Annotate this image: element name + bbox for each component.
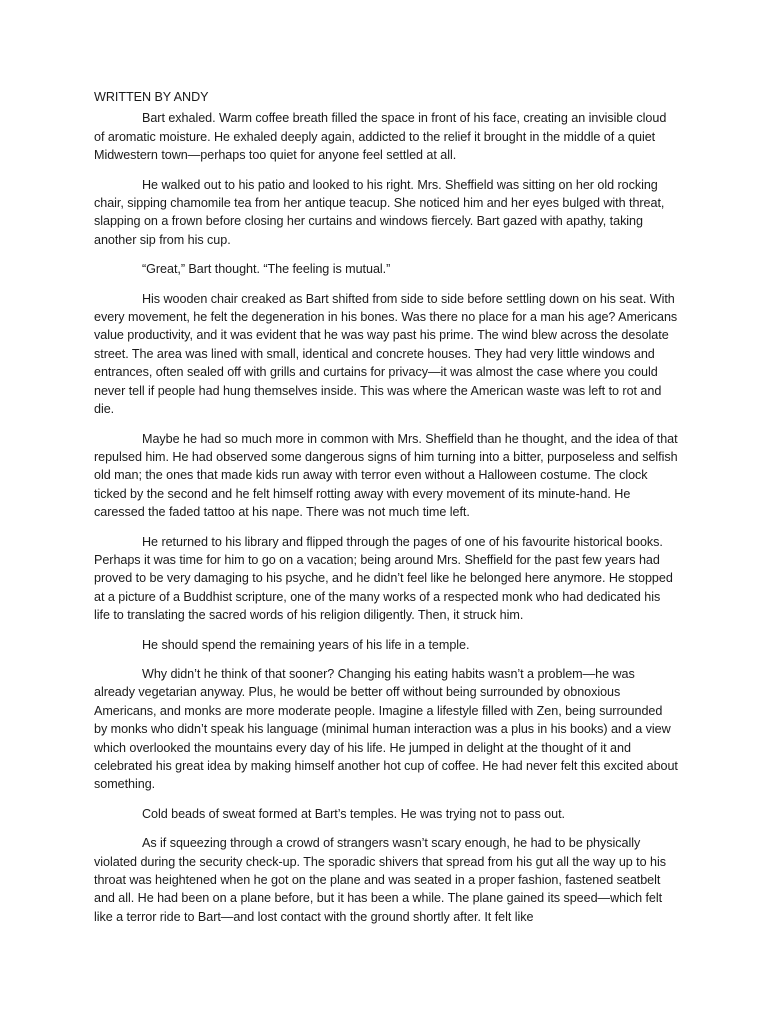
paragraph-3: “Great,” Bart thought. “The feeling is mutual.” (142, 262, 391, 277)
paragraph-6: He returned to his library and flipped through the pages of one of his favourite historical books. Perhaps it was time for him to go on a vacation; being around Mrs. Sheffield for the past few years had proved to be very damaging to his psyche, and he didn’t feel like he belonged here anymore. He stopped at a picture of a Buddhist scripture, one of the many works of a respected monk who had dedicated his life to translating the sacred words of his religion diligently. Then, it struck him. (94, 534, 673, 623)
paragraph-4: His wooden chair creaked as Bart shifted from side to side before settling down on his seat. With every movement, he felt the degeneration in his bones. Was there no place for a man his age? Americans value productivity, and it was evident that he was way past his prime. The wind blew across the desolate street. The area was lined with small, identical and concrete houses. They had very little windows and entrances, often sealed off with grills and curtains for privacy—it was almost the case where you could never tell if people had hung themselves inside. This was where the American waste was left to rot and die. (94, 291, 678, 417)
paragraph-9: Cold beads of sweat formed at Bart’s temples. He was trying not to pass out. (142, 806, 565, 821)
paragraph-10: As if squeezing through a crowd of strangers wasn’t scary enough, he had to be physically violated during the security check-up. The sporadic shivers that spread from his gut all the way up to his throat was heightened when he got on the plane and was seated in a proper fashion, fastened seatbelt and all. He had been on a plane before, but it has been a while. The plane gained its speed—which felt like a terror ride to Bart—and lost contact with the ground shortly after. It felt like (94, 836, 666, 924)
document-body (94, 88, 678, 937)
author-byline: WRITTEN BY ANDY (94, 90, 209, 104)
paragraph-2: He walked out to his patio and looked to his right. Mrs. Sheffield was sitting on her old rocking chair, sipping chamomile tea from her antique teacup. She noticed him and her eyes bulged with threat, slapping on a frown before closing her curtains and windows fiercely. Bart gazed with apathy, taking another sip from his cup. (94, 177, 665, 247)
paragraph-7: He should spend the remaining years of his life in a temple. (142, 637, 470, 652)
paragraph-1: Bart exhaled. Warm coffee breath filled the space in front of his face, creating an invisible cloud of aromatic moisture. He exhaled deeply again, addicted to the relief it brought in the middle of a quiet Midwestern town—perhaps too quiet for anyone feel settled at all. (94, 111, 667, 163)
paragraph-8: Why didn’t he think of that sooner? Changing his eating habits wasn’t a problem—he was already vegetarian anyway. Plus, he would be better off without being surrounded by obnoxious Americans, and monks are more moderate people. Imagine a lifestyle filled with Zen, being surrounded by monks who didn’t speak his language (minimal human interaction was a plus in his books) and a view which overlooked the mountains every day of his life. He jumped in delight at the thought of it and celebrated his great idea by making himself another hot cup of coffee. He had never felt this excited about something. (94, 666, 678, 792)
paragraph-5: Maybe he had so much more in common with Mrs. Sheffield than he thought, and the idea of that repulsed him. He had observed some dangerous signs of him turning into a bitter, purposeless and selfish old man; the ones that made kids run away with terror even without a Halloween costume. The clock ticked by the second and he felt himself rotting away with every movement of its minute-hand. He caressed the faded tattoo at his nape. There was not much time left. (94, 431, 678, 520)
